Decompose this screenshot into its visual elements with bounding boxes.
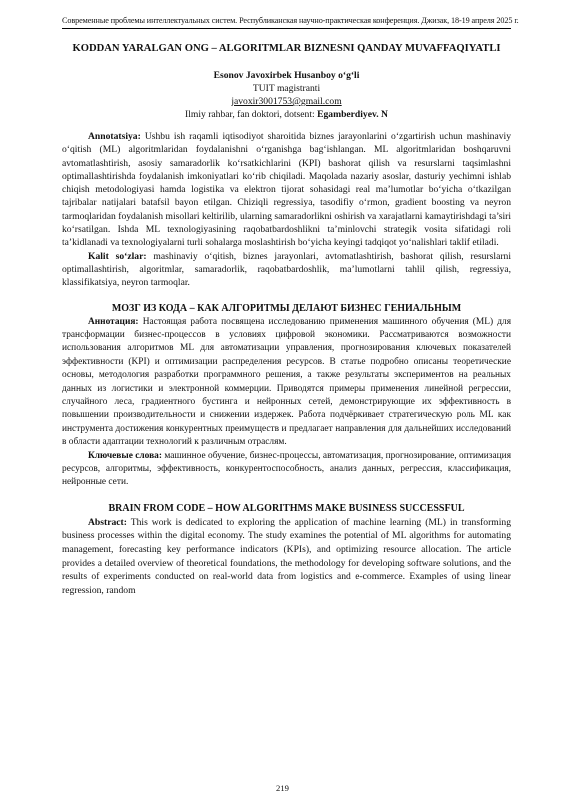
author-affiliation: TUIT magistranti (252, 83, 321, 94)
advisor-prefix: Ilmiy rahbar, fan doktori, dotsent: (185, 109, 315, 120)
keywords-ru-label: Ключевые слова: (88, 450, 162, 461)
author-name: Esonov Javoxirbek Husanboy o‘g‘li (213, 70, 360, 81)
abstract-ru-label: Аннотация: (88, 316, 139, 327)
abstract-ru-text: Настоящая работа посвящена исследованию применения машинного обучения (ML) для трансформации бизнес-процессов в условиях цифровой экономики. Рассматриваются возможности использования алгоритмов ML для автоматизации управления, прогнозирования ключевых показателей эффективности (KPI) и оптимизации распределения ресурсов. В статье подробно описаны теоретические основы, методология разработки программного решения, а также результаты экспериментов на реальных данных из логистики и электронной коммерции. Приводятся примеры применения линейной регрессии, случайного леса, градиентного бустинга и нейронных сетей, демонстрирующие их эффективность в повышении производительности и снижении издержек. Работа подчёркивает стратегическую роль ML как инструмента достижения конкурентных преимуществ и предлагает направления для дальнейших исследований в области адаптации технологий к различным отраслям. (62, 316, 512, 448)
abstract-uz (62, 130, 511, 250)
abstract-en-label: Abstract: (88, 516, 127, 528)
article-body (62, 42, 511, 597)
abstract-uz-label: Annotatsiya: (88, 131, 141, 142)
abstract-en-text: This work is dedicated to exploring the application of machine learning (ML) in transforming business processes within the digital economy. The study examines the potential of ML algorithms for automating management, forecasting key performance indicators (KPIs), and optimizing resource allocation. The article provides a detailed overview of theoretical foundations, the methodology for developing software solutions, and the results of experiments conducted on real-world data from logistics and e-commerce. Examples of using linear regression, random (62, 516, 511, 596)
advisor-name: Egamberdiyev. N (317, 109, 388, 120)
keywords-ru (62, 450, 511, 490)
article-title-en: BRAIN FROM CODE – HOW ALGORITHMS MAKE BUSINESS SUCCESSFUL (108, 502, 465, 514)
running-header: Современные проблемы интеллектуальных систем. Республиканская научно-практическая конференция. Джизак, 18-19 апреля 2025 г. (62, 16, 519, 25)
header-rule (62, 28, 511, 29)
keywords-uz-text: mashinaviy o‘qitish, biznes jarayonlari, avtomatlashtirish, bashorat qilish, resurslarni optimallashtirish, algoritmlar, samaradorlik, raqobatbardoshlik, ma’lumotlarni tahlil qilish, regressiya, klassifikatsiya, neyron tarmoqlar. (62, 250, 511, 289)
article-title-ru: МОЗГ ИЗ КОДА – КАК АЛГОРИТМЫ ДЕЛАЮТ БИЗНЕС ГЕНИАЛЬНЫМ (111, 302, 462, 314)
abstract-ru (62, 316, 511, 450)
keywords-uz-label: Kalit so‘zlar: (88, 250, 147, 262)
page-number: 219 (276, 783, 289, 793)
keywords-uz (62, 250, 511, 290)
author-block (62, 69, 511, 121)
advisor-line (62, 108, 511, 121)
article-title-uz: KODDAN YARALGAN ONG – ALGORITMLAR BIZNESNI QANDAY MUVAFFAQIYATLI (72, 43, 501, 54)
keywords-ru-text: машинное обучение, бизнес-процессы, автоматизация, прогнозирование, оптимизация ресурсов, алгоритмы, эффективность, конкурентоспособность, анализ данных, регрессия, классификация, нейронные сети. (62, 450, 512, 488)
author-email[interactable]: javoxir3001753@gmail.com (231, 96, 342, 107)
abstract-uz-text: Ushbu ish raqamli iqtisodiyot sharoitida biznes jarayonlarini o‘zgartirish uchun mashinaviy o‘qitish (ML) algoritmlaridan foydalanishni o‘rganishga bag‘ishlangan. ML algoritmlaridan boshqaruvni avtomatlashtirish, asosiy samaradorlik ko‘rsatkichlarini (KPI) bashorat qilish va resurslarni taqsimlashni optimallashtirishda foydalanish imkoniyatlari ko‘rib chiqiladi. Maqolada nazariy asoslar, dasturiy yechimni ishlab chiqish metodologiyasi hamda logistika va elektron tijorat sohasidagi real ma’lumotlar bo‘yicha o‘tkazilgan tajribalar natijalari batafsil bayon etilgan. Chiziqli regressiya, tasodifiy o‘rmon, gradient boosting va neyron tarmoqlaridan foydalanish misollari keltirilib, ularning samaradorlikni oshirish va xarajatlarni kamaytirishdagi ta’siri ko‘rsatilgan. Ishda ML texnologiyasining raqobatbardoshlikni ta’minlovchi strategik vosita sifatidagi roli ta’kidlanadi va texnologiyalarni turli sohalarga moslashtirish bo‘yicha keyingi tadqiqot yo‘nalishlari taklif etiladi. (62, 131, 511, 249)
abstract-en (62, 516, 511, 598)
